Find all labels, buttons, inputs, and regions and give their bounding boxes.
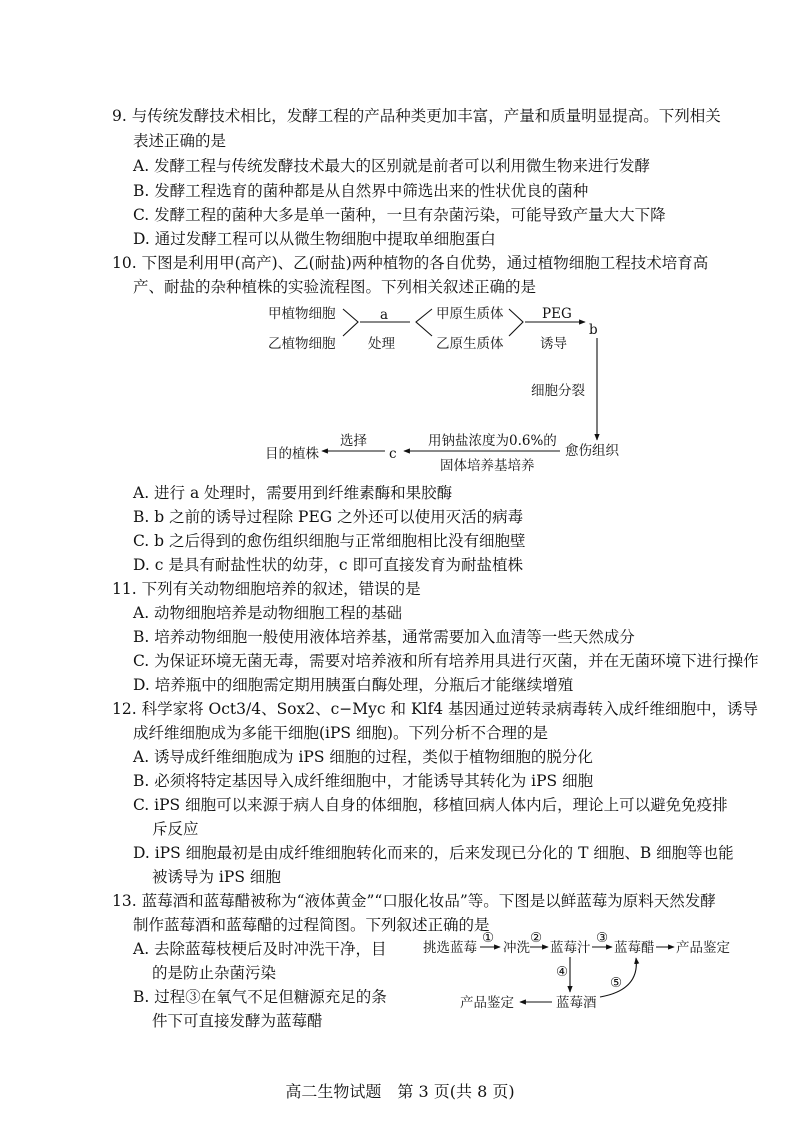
- q13-step3: ③: [596, 930, 609, 946]
- q10-option-c: C. b 之后得到的愈伤组织细胞与正常细胞相比没有细胞壁: [133, 532, 526, 550]
- q10-label-select: 选择: [340, 433, 367, 449]
- q10-proto-jia: 甲原生质体: [436, 306, 504, 322]
- q13-stem-line2: 制作蓝莓酒和蓝莓醋的过程简图。下列叙述正确的是: [133, 916, 490, 934]
- q13-arrow-5: [600, 958, 636, 997]
- q9-option-a: A. 发酵工程与传统发酵技术最大的区别就是前者可以利用微生物来进行发酵: [133, 157, 651, 175]
- q13-pick: 挑选蓝莓: [423, 940, 477, 956]
- q12-option-c-line1: C. iPS 细胞可以来源于病人自身的体细胞，移植回病人体内后，理论上可以避免免疫排: [133, 796, 728, 814]
- q10-label-process: 处理: [368, 336, 395, 352]
- q11-option-c: C. 为保证环境无菌无毒，需要对培养液和所有培养用具进行灭菌，并在无菌环境下进行操作: [133, 652, 759, 670]
- q13-step4: ④: [556, 964, 569, 980]
- q13-juice: 蓝莓汁: [550, 940, 591, 956]
- q12-stem-line2: 成纤维细胞成为多能干细胞(iPS 细胞)。下列分析不合理的是: [133, 724, 549, 742]
- q10-cell-jia: 甲植物细胞: [268, 306, 336, 322]
- q10-label-peg: PEG: [542, 306, 572, 322]
- q13-vinegar: 蓝莓醋: [614, 940, 655, 956]
- q10-label-division: 细胞分裂: [531, 383, 585, 399]
- q9-option-b: B. 发酵工程选育的菌种都是从自然界中筛选出来的性状优良的菌种: [133, 182, 589, 200]
- q13-step5: ⑤: [610, 975, 623, 991]
- q10-option-d: D. c 是具有耐盐性状的幼芽，c 即可直接发育为耐盐植株: [133, 556, 523, 574]
- q13-stem-line1: 13. 蓝莓酒和蓝莓醋被称为“液体黄金”“口服化妆品”等。下图是以鲜蓝莓为原料天然发酵: [112, 892, 716, 910]
- q10-stem-line1: 10. 下图是利用甲(高产)、乙(耐盐)两种植物的各自优势，通过植物细胞工程技术培育高: [112, 254, 709, 272]
- q12-option-d-line1: D. iPS 细胞最初是由成纤维细胞转化而来的，后来发现已分化的 T 细胞、B 细胞等也能: [133, 844, 734, 862]
- q11-option-a: A. 动物细胞培养是动物细胞工程的基础: [133, 604, 403, 622]
- q13-product2: 产品鉴定: [460, 995, 514, 1011]
- q9-option-d: D. 通过发酵工程可以从微生物细胞中提取单细胞蛋白: [133, 230, 496, 248]
- page-footer: 高二生物试题 第 3 页(共 8 页): [285, 1082, 515, 1101]
- q13-step2: ②: [530, 930, 543, 946]
- q13-option-b-line1: B. 过程③在氧气不足但糖源充足的条: [133, 988, 387, 1006]
- q10-option-b: B. b 之前的诱导过程除 PEG 之外还可以使用灭活的病毒: [133, 508, 524, 526]
- q12-option-d-line2: 被诱导为 iPS 细胞: [152, 868, 281, 886]
- q13-option-b-line2: 件下可直接发酵为蓝莓醋: [152, 1012, 323, 1030]
- q13-wine: 蓝莓酒: [556, 995, 597, 1011]
- q9-option-c: C. 发酵工程的菌种大多是单一菌种，一旦有杂菌污染，可能导致产量大大下降: [133, 206, 666, 224]
- q12-option-b: B. 必须将特定基因导入成纤维细胞中，才能诱导其转化为 iPS 细胞: [133, 772, 594, 790]
- q9-stem-line1: 9. 与传统发酵技术相比，发酵工程的产品种类更加丰富，产量和质量明显提高。下列相关: [112, 107, 721, 125]
- q10-cell-yi: 乙植物细胞: [268, 336, 336, 352]
- q10-label-induce: 诱导: [540, 336, 567, 352]
- q10-node-b: b: [589, 322, 598, 338]
- q10-merge-bracket-2: [509, 309, 523, 336]
- q13-wash: 冲洗: [503, 940, 530, 956]
- q10-stem-line2: 产、耐盐的杂种植株的实验流程图。下列相关叙述正确的是: [133, 278, 537, 296]
- q10-proto-yi: 乙原生质体: [436, 336, 504, 352]
- q13-step1: ①: [482, 930, 495, 946]
- q9-stem-line2: 表述正确的是: [133, 132, 227, 150]
- q10-medium-bottom: 固体培养基培养: [440, 458, 535, 474]
- q12-stem-line1: 12. 科学家将 Oct3/4、Sox2、c−Myc 和 Klf4 基因通过逆转录病毒转入成纤维细胞中，诱导: [112, 700, 759, 718]
- q10-label-a: a: [380, 307, 389, 323]
- q11-option-b: B. 培养动物细胞一般使用液体培养基，通常需要加入血清等一些天然成分: [133, 628, 635, 646]
- q12-option-a: A. 诱导成纤维细胞成为 iPS 细胞的过程，类似于植物细胞的脱分化: [133, 748, 593, 766]
- q10-callus: 愈伤组织: [565, 443, 619, 459]
- q10-target: 目的植株: [265, 446, 319, 462]
- q11-option-d: D. 培养瓶中的细胞需定期用胰蛋白酶处理，分瓶后才能继续增殖: [133, 676, 574, 694]
- q10-merge-bracket: [343, 309, 358, 336]
- q10-node-c: c: [389, 446, 397, 462]
- q12-option-c-line2: 斥反应: [152, 820, 199, 838]
- q13-option-a-line2: 的是防止杂菌污染: [152, 964, 277, 982]
- q13-option-a-line1: A. 去除蓝莓枝梗后及时冲洗干净，目: [133, 940, 387, 958]
- q10-split-bracket: [416, 309, 432, 336]
- q13-product1: 产品鉴定: [676, 940, 730, 956]
- q10-medium-top: 用钠盐浓度为0.6%的: [428, 433, 557, 449]
- q11-stem: 11. 下列有关动物细胞培养的叙述，错误的是: [112, 580, 421, 598]
- q10-option-a: A. 进行 a 处理时，需要用到纤维素酶和果胶酶: [133, 484, 453, 502]
